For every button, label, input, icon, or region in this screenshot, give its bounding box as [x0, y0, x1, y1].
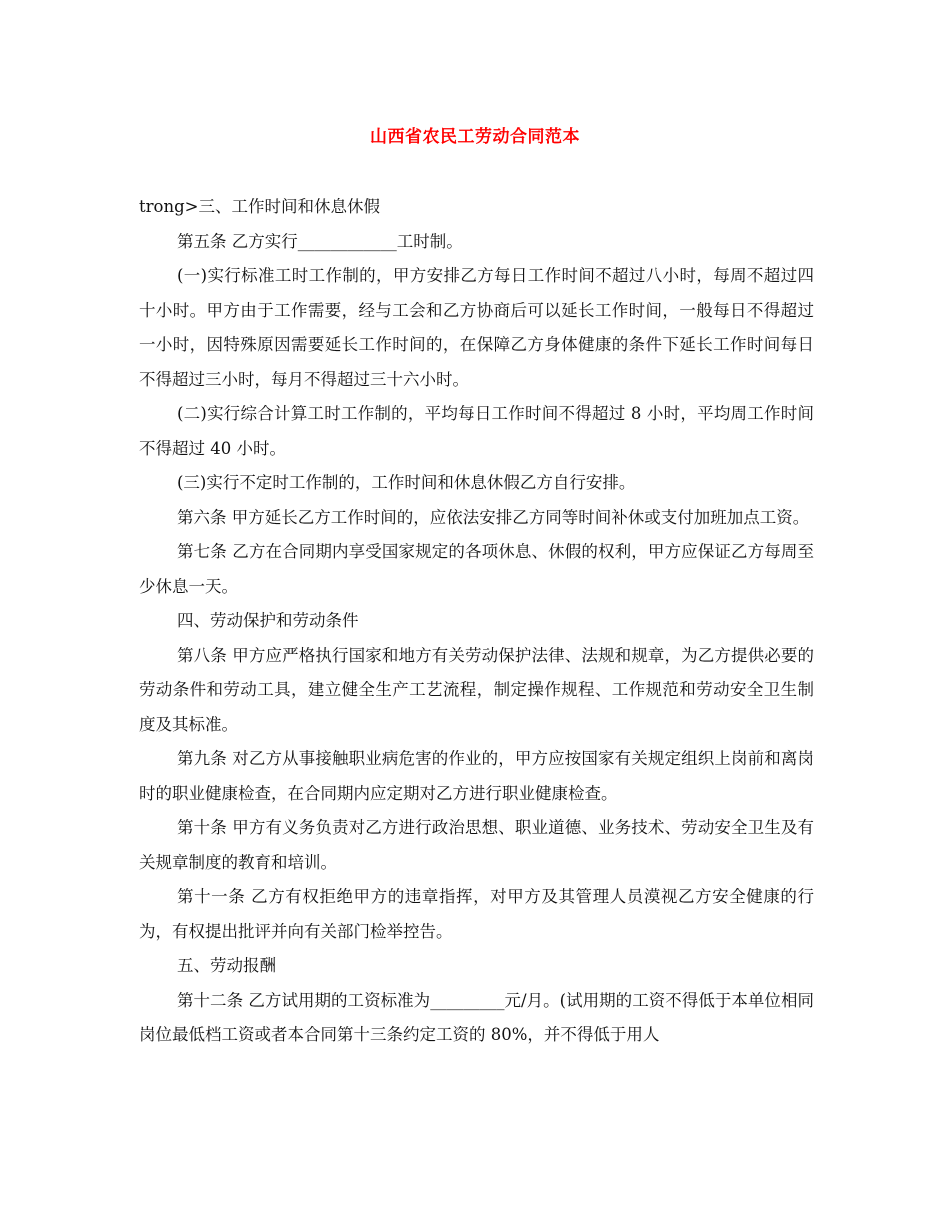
document-body: [139, 190, 814, 1053]
document-title: 山西省农民工劳动合同范本: [370, 127, 580, 147]
paragraph-section-4-heading: 四、劳动保护和劳动条件: [177, 611, 359, 630]
paragraph-article-5-item-3: (三)实行不定时工作制的，工作时间和休息休假乙方自行安排。: [177, 473, 636, 492]
paragraph-article-5-item-1: (一)实行标准工时工作制的，甲方安排乙方每日工作时间不超过八小时，每周不超过四十小时。甲方由于工作需要，经与工会和乙方协商后可以延长工作时间，一般每日不得超过一小时，因特殊原因需要延长工作时间的，在保障乙方身体健康的条件下延长工作时间每日不得超过三小时，每月不得超过三十六小时。: [139, 266, 814, 389]
paragraph-article-5-item-2: (二)实行综合计算工时工作制的，平均每日工作时间不得超过 8 小时，平均周工作时间不得超过 40 小时。: [139, 404, 814, 458]
paragraph-article-5: 第五条 乙方实行____________工时制。: [177, 231, 463, 251]
paragraph-article-11: 第十一条 乙方有权拒绝甲方的违章指挥，对甲方及其管理人员漠视乙方安全健康的行为，有权提出批评并向有关部门检举控告。: [139, 887, 814, 941]
paragraph-article-10: 第十条 甲方有义务负责对乙方进行政治思想、职业道德、业务技术、劳动安全卫生及有关规章制度的教育和培训。: [139, 818, 814, 872]
paragraph-article-8: 第八条 甲方应严格执行国家和地方有关劳动保护法律、法规和规章，为乙方提供必要的劳动条件和劳动工具，建立健全生产工艺流程，制定操作规程、工作规范和劳动安全卫生制度及其标准。: [139, 645, 814, 734]
paragraph-article-7: 第七条 乙方在合同期内享受国家规定的各项休息、休假的权利，甲方应保证乙方每周至少休息一天。: [139, 542, 814, 596]
paragraph-section-5-heading: 五、劳动报酬: [177, 956, 276, 975]
paragraph-article-9: 第九条 对乙方从事接触职业病危害的作业的，甲方应按国家有关规定组织上岗前和离岗时的职业健康检查，在合同期内应定期对乙方进行职业健康检查。: [139, 749, 814, 803]
paragraph-section-3-heading: trong>三、工作时间和休息休假: [139, 197, 380, 216]
paragraph-article-6: 第六条 甲方延长乙方工作时间的，应依法安排乙方同等时间补休或支付加班加点工资。: [177, 507, 810, 527]
paragraph-article-12: 第十二条 乙方试用期的工资标准为_________元/月。(试用期的工资不得低于本单位相同岗位最低档工资或者本合同第十三条约定工资的 80%，并不得低于用人: [139, 990, 814, 1044]
